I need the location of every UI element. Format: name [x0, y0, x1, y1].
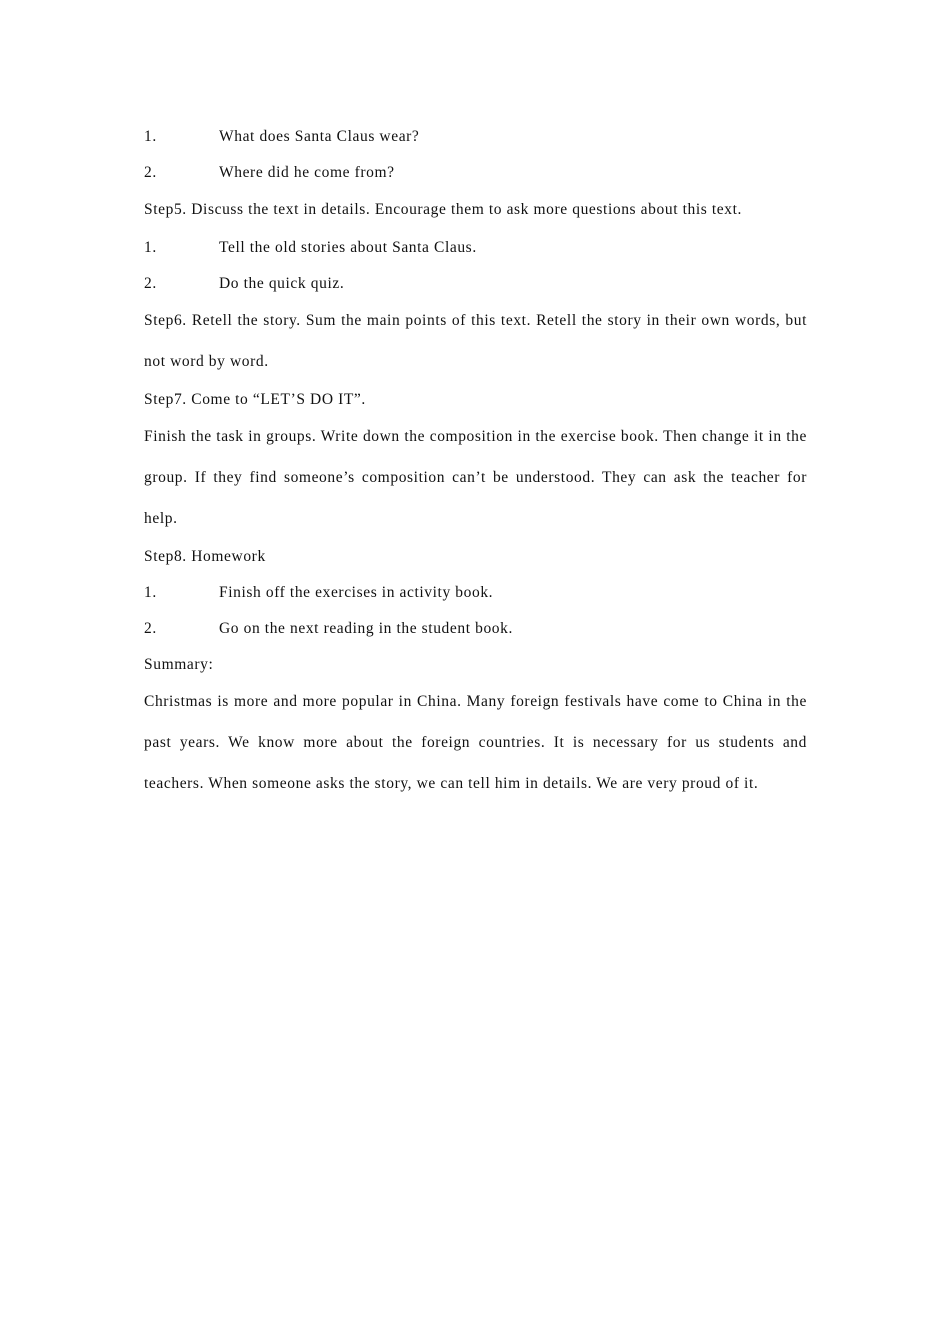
summary-paragraph: Christmas is more and more popular in China. Many foreign festivals have come to China in the past years. We know more about the foreign countries. It is necessary for us students and teachers. When someone asks the story, we can tell him in details. We are very proud of it.: [144, 693, 807, 792]
item-text: What does Santa Claus wear?: [219, 128, 420, 145]
item-number: 1.: [144, 584, 157, 601]
step8-heading: Step8. Homework: [144, 548, 266, 565]
item-text: Finish off the exercises in activity book.: [219, 584, 494, 601]
item-number: 2.: [144, 275, 157, 292]
document-body: [144, 124, 807, 799]
step7-heading: Step7. Come to “LET’S DO IT”.: [144, 391, 366, 408]
item-text: Where did he come from?: [219, 164, 395, 181]
item-number: 1.: [144, 128, 157, 145]
numbered-item: [144, 235, 807, 261]
item-number: 2.: [144, 620, 157, 637]
step5-paragraph: Step5. Discuss the text in details. Encourage them to ask more questions about this text.: [144, 201, 742, 218]
numbered-item: [144, 124, 807, 150]
task-paragraph: Finish the task in groups. Write down the composition in the exercise book. Then change it in the group. If they find someone’s composition can’t be understood. They can ask the teacher for help.: [144, 428, 807, 527]
item-number: 1.: [144, 239, 157, 256]
numbered-item: [144, 160, 807, 186]
numbered-item: [144, 271, 807, 297]
item-text: Tell the old stories about Santa Claus.: [219, 239, 477, 256]
numbered-item: [144, 616, 807, 642]
item-text: Go on the next reading in the student book.: [219, 620, 513, 637]
summary-heading: Summary:: [144, 656, 214, 673]
step6-paragraph: Step6. Retell the story. Sum the main points of this text. Retell the story in their own words, but not word by word.: [144, 312, 807, 370]
item-text: Do the quick quiz.: [219, 275, 345, 292]
item-number: 2.: [144, 164, 157, 181]
numbered-item: [144, 580, 807, 606]
